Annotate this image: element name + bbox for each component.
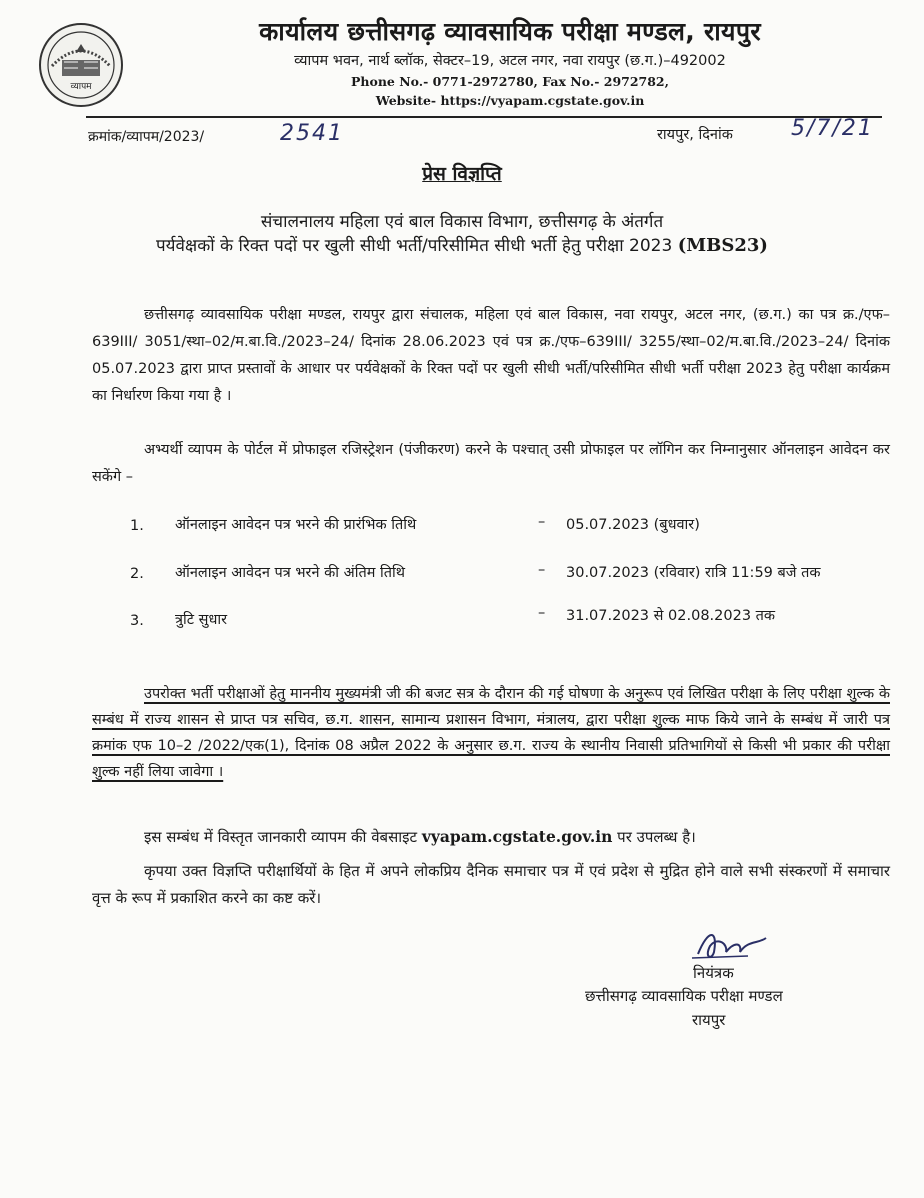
schedule-value-3: 31.07.2023 से 02.08.2023 तक [566, 608, 776, 624]
place-date-label: रायपुर, दिनांक [657, 127, 733, 143]
reference-prefix: क्रमांक/व्यापम/2023/ [88, 129, 205, 145]
paragraph-4 [92, 823, 890, 851]
paragraph-4-suffix: पर उपलब्ध है। [617, 828, 696, 846]
subheading-line2-text: पर्यवेक्षकों के रिक्त पदों पर खुली सीधी भर्ती/परिसीमित सीधी भर्ती हेतु परीक्षा 2023 [156, 236, 673, 256]
subheading-line1: संचालनालय महिला एवं बाल विकास विभाग, छत्तीसगढ़ के अंतर्गत [260, 212, 664, 232]
paragraph-3-text: उपरोक्त भर्ती परीक्षाओं हेतु माननीय मुख्यमंत्री जी की बजट सत्र के दौरान की गई घोषणा के अनुरूप एवं लिखित परीक्षा के लिए परीक्षा शुल्क के सम्बंध में राज्य शासन से प्राप्त पत्र सचिव, छ.ग. शासन, सामान्य प्रशासन विभाग, मंत्रालय, द्वारा परीक्षा शुल्क माफ किये जाने के सम्बंध में जारी पत्र क्रमांक एफ 10–2 /2022/एक(1), दिनांक 08 अप्रैल 2022 के अनुसार छ.ग. राज्य के स्थानीय निवासी प्रतिभागियों से किसी भी प्रकार की परीक्षा शुल्क नहीं लिया जावेगा । [92, 686, 890, 780]
office-phone: Phone No.- 0771-2972780, Fax No.- 2972782, [351, 74, 669, 89]
website-link[interactable]: vyapam.cgstate.gov.in [421, 827, 613, 846]
schedule-label-2: ऑनलाइन आवेदन पत्र भरने की अंतिम तिथि [175, 565, 406, 581]
schedule-dash-1: – [538, 514, 546, 530]
schedule-num-1: 1. [130, 518, 144, 534]
header-divider [86, 116, 882, 118]
press-heading-text: प्रेस विज्ञप्ति [422, 163, 502, 185]
signatory-organization: छत्तीसगढ़ व्यावसायिक परीक्षा मण्डल [585, 987, 783, 1005]
schedule-label-3: त्रुटि सुधार [175, 612, 228, 628]
signatory-title: नियंत्रक [693, 964, 734, 982]
reference-number-handwritten: 2541 [280, 121, 344, 146]
schedule-dash-3: – [538, 605, 546, 621]
exam-code: (MBS23) [677, 235, 768, 256]
signature-icon [688, 924, 778, 964]
date-handwritten: 5/7/21 [791, 116, 874, 141]
svg-text:व्यापम: व्यापम [70, 82, 92, 92]
signatory-city: रायपुर [692, 1011, 726, 1029]
paragraph-2 [92, 437, 890, 491]
paragraph-4-prefix: इस सम्बंध में विस्तृत जानकारी व्यापम की वेबसाइट [144, 828, 418, 846]
paragraph-2-text: अभ्यर्थी व्यापम के पोर्टल में प्रोफाइल रजिस्ट्रेशन (पंजीकरण) करने के पश्चात् उसी प्रोफाइल पर लॉगिन कर निम्नानुसार ऑनलाइन आवेदन कर सकेंगे – [92, 442, 890, 485]
schedule-value-1: 05.07.2023 (बुधवार) [566, 517, 700, 533]
paragraph-3 [92, 681, 890, 785]
office-title: कार्यालय छत्तीसगढ़ व्यावसायिक परीक्षा मण्डल, रायपुर [259, 17, 761, 46]
paragraph-1-text: छत्तीसगढ़ व्यावसायिक परीक्षा मण्डल, रायपुर द्वारा संचालक, महिला एवं बाल विकास, नवा रायपुर, अटल नगर, (छ.ग.) का पत्र क्र./एफ–639III/ 3051/स्था–02/म.बा.वि./2023–24/ दिनांक 28.06.2023 एवं पत्र क्र./एफ–639III/ 3255/स्था–02/म.बा.वि./2023–24/ दिनांक 05.07.2023 द्वारा प्राप्त प्रस्तावों के आधार पर पर्यवेक्षकों के रिक्त पदों पर खुली सीधी भर्ती/परिसीमित सीधी भर्ती परीक्षा 2023 हेतु परीक्षा कार्यक्रम का निर्धारण किया गया है । [92, 307, 890, 404]
office-address: व्यापम भवन, नार्थ ब्लॉक, सेक्टर–19, अटल नगर, नवा रायपुर (छ.ग.)–492002 [294, 53, 726, 69]
schedule-value-2: 30.07.2023 (रविवार) रात्रि 11:59 बजे तक [566, 565, 821, 581]
paragraph-5 [92, 858, 890, 912]
subheading-line2 [0, 233, 924, 256]
paragraph-1 [92, 302, 890, 410]
office-website: Website- https://vyapam.cgstate.gov.in [375, 93, 645, 108]
paragraph-5-text: कृपया उक्त विज्ञप्ति परीक्षार्थियों के हित में अपने लोकप्रिय दैनिक समाचार पत्र में एवं प्रदेश से मुद्रित होने वाले सभी संस्करणों में समाचार वृत्त के रूप में प्रकाशित करने का कष्ट करें। [92, 862, 890, 907]
schedule-label-1: ऑनलाइन आवेदन पत्र भरने की प्रारंभिक तिथि [175, 517, 417, 533]
schedule-num-3: 3. [130, 613, 144, 629]
schedule-num-2: 2. [130, 566, 144, 582]
press-heading [0, 160, 924, 186]
schedule-dash-2: – [538, 562, 546, 578]
vyapam-seal-icon [38, 22, 124, 108]
